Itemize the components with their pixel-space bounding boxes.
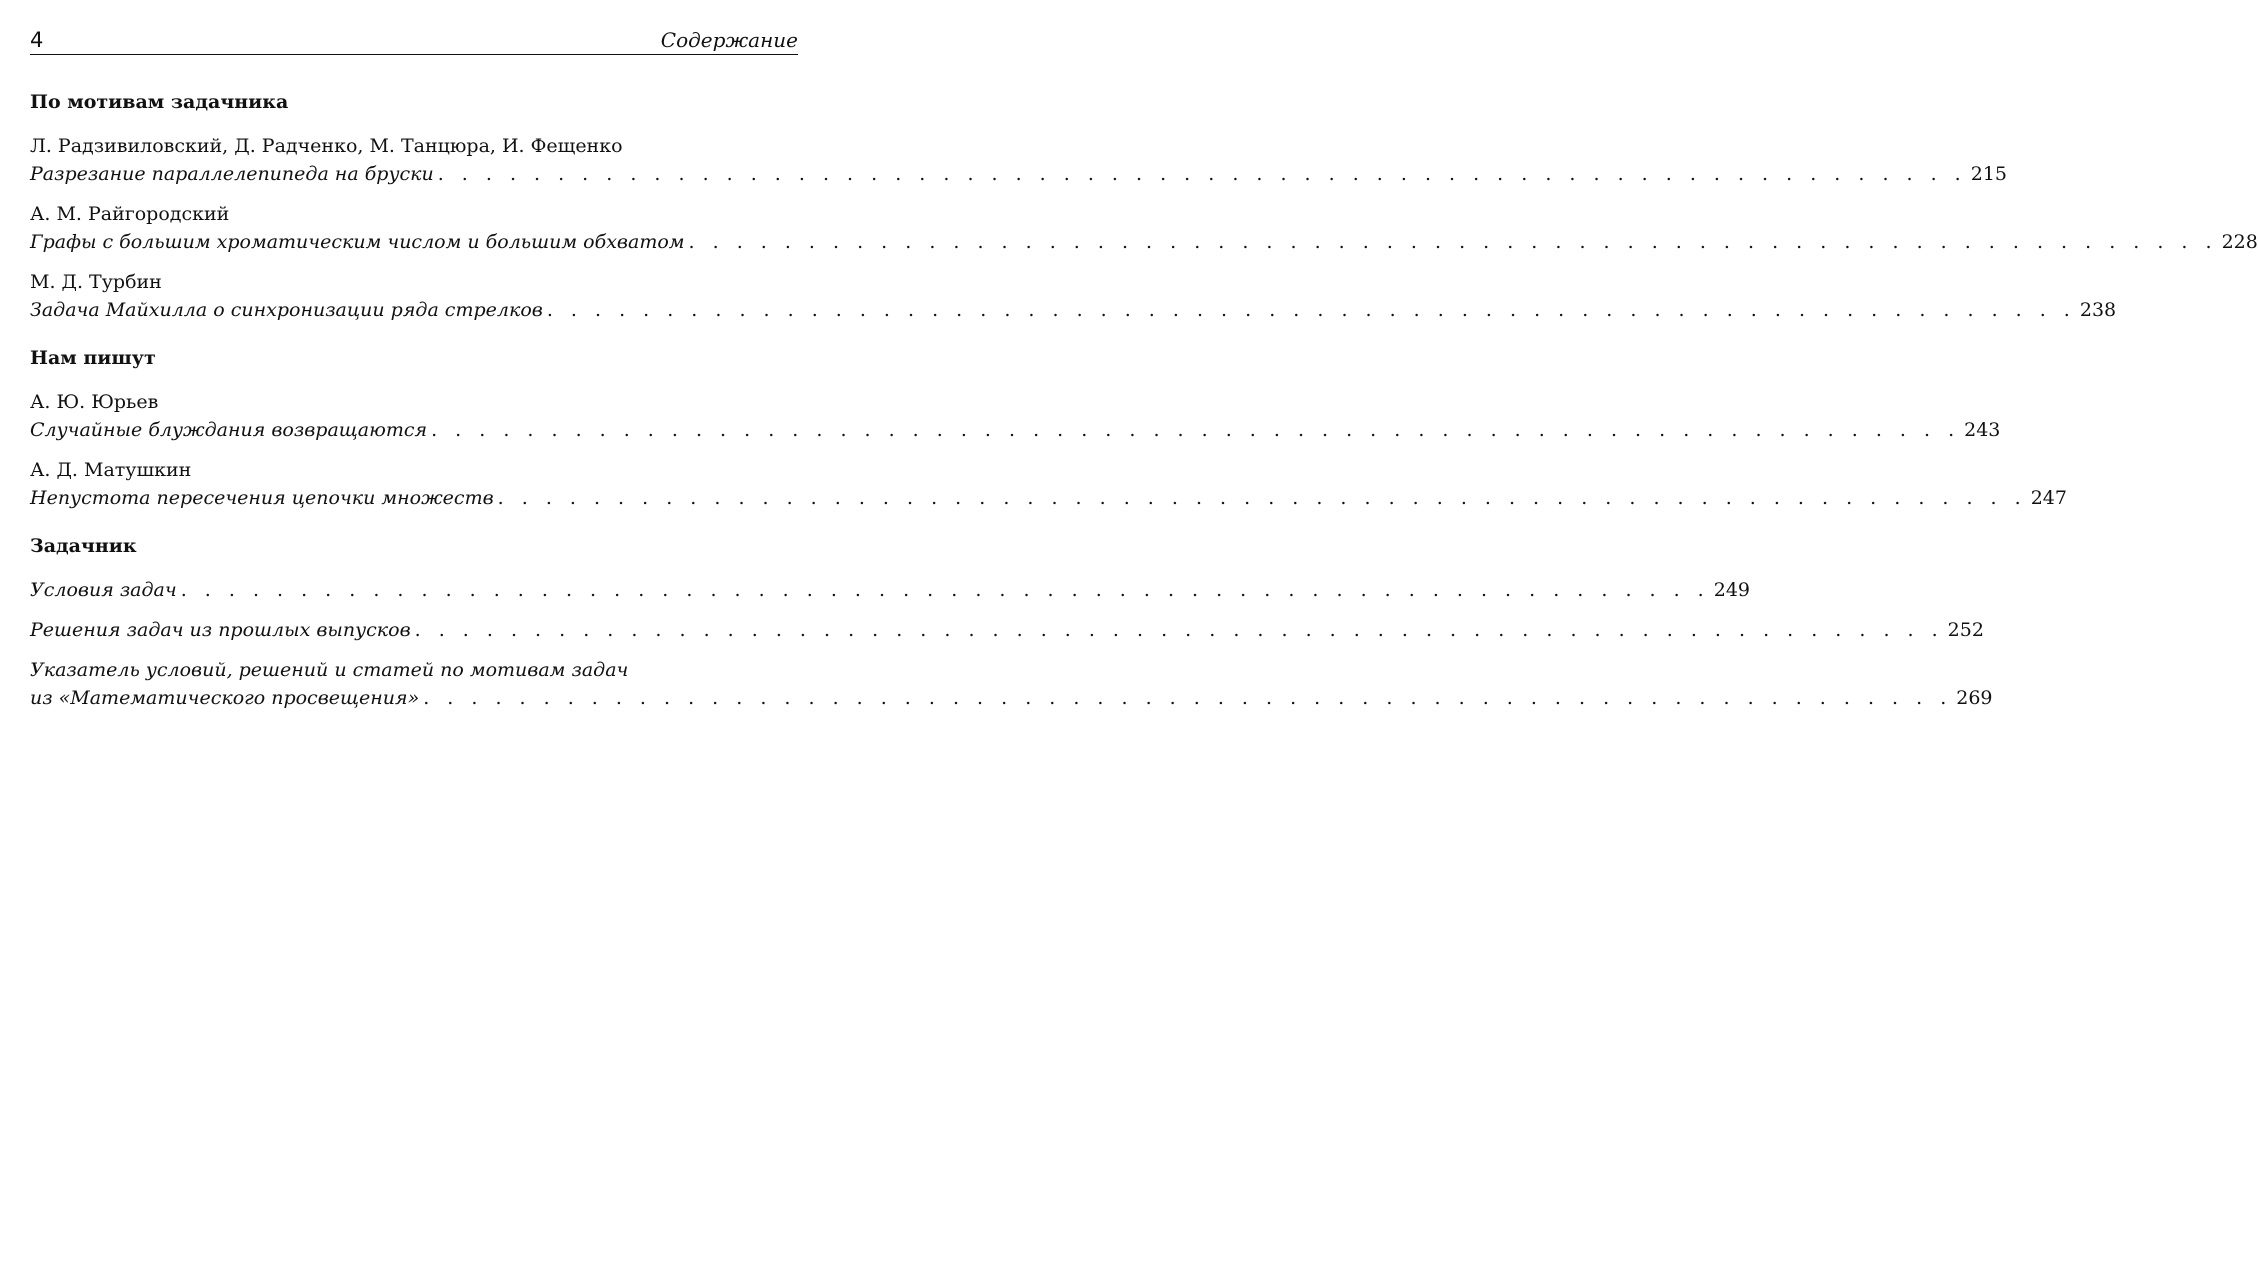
entry-page: 252 (1947, 619, 1984, 641)
entry-page: 249 (1713, 579, 1750, 601)
entry-page: 238 (2079, 299, 2117, 321)
toc-entry[interactable] (30, 656, 1993, 712)
toc-entry[interactable] (30, 576, 1750, 604)
entry-page: 215 (1970, 163, 2007, 185)
entry-title: Задача Майхилла о синхронизации ряда стрелков (30, 299, 543, 321)
section-title: По мотивам задачника (30, 91, 289, 113)
section-title: Задачник (30, 535, 137, 557)
entry-author: А. Д. Матушкин (30, 459, 192, 481)
leader-dots: . . . . . . . . . . . . . . . . . . . . . . . . . . . . . . . . . . . . . . . . . . . . . . . . . . . . . . . . . . . . . . . . (437, 163, 1967, 185)
entry-author: Л. Радзивиловский, Д. Радченко, М. Танцюра, И. Фещенко (30, 135, 623, 157)
toc-entry[interactable] (30, 456, 2067, 512)
entry-author: А. М. Райгородский (30, 203, 230, 225)
toc-entry[interactable] (30, 616, 1984, 644)
leader-dots: . . . . . . . . . . . . . . . . . . . . . . . . . . . . . . . . . . . . . . . . . . . . . . . . . . . . . . . . . . . . . . . . (431, 419, 1961, 441)
leader-dots: . . . . . . . . . . . . . . . . . . . . . . . . . . . . . . . . . . . . . . . . . . . . . . . . . . . . . . . . . . . . . . . . (414, 619, 1944, 641)
toc-section (30, 344, 2067, 512)
leader-dots: . . . . . . . . . . . . . . . . . . . . . . . . . . . . . . . . . . . . . . . . . . . . . . . . . . . . . . . . . . . . . . . . (546, 299, 2076, 321)
entry-title: Решения задач из прошлых выпусков (30, 619, 411, 641)
entry-title: Непустота пересечения цепочки множеств (30, 487, 494, 509)
leader-dots: . . . . . . . . . . . . . . . . . . . . . . . . . . . . . . . . . . . . . . . . . . . . . . . . . . . . . . . . . . . . . . . . (180, 579, 1710, 601)
toc-entry[interactable] (30, 200, 2258, 256)
entry-page: 243 (1964, 419, 2001, 441)
leader-dots: . . . . . . . . . . . . . . . . . . . . . . . . . . . . . . . . . . . . . . . . . . . . . . . . . . . . . . . . . . . . . . . . (688, 231, 2218, 253)
table-of-contents (30, 88, 2258, 724)
entry-title: Графы с большим хроматическим числом и большим обхватом (30, 231, 685, 253)
entry-page: 247 (2030, 487, 2067, 509)
running-header (30, 28, 798, 55)
entry-title: из «Математического просвещения» (30, 687, 420, 709)
toc-section (30, 88, 2258, 324)
leader-dots: . . . . . . . . . . . . . . . . . . . . . . . . . . . . . . . . . . . . . . . . . . . . . . . . . . . . . . . . . . . . . . . . (423, 687, 1953, 709)
entry-title-line1: Указатель условий, решений и статей по мотивам задач (30, 659, 629, 681)
section-title: Нам пишут (30, 347, 156, 369)
entry-author: М. Д. Турбин (30, 271, 162, 293)
entry-title: Случайные блуждания возвращаются (30, 419, 428, 441)
leader-dots: . . . . . . . . . . . . . . . . . . . . . . . . . . . . . . . . . . . . . . . . . . . . . . . . . . . . . . . . . . . . . . . . (497, 487, 2027, 509)
entry-page: 269 (1956, 687, 1993, 709)
entry-page: 228 (2221, 231, 2258, 253)
entry-title: Разрезание параллелепипеда на бруски (30, 163, 434, 185)
toc-entry[interactable] (30, 388, 2001, 444)
toc-entry[interactable] (30, 268, 2117, 324)
toc-section (30, 532, 1993, 712)
entry-author: А. Ю. Юрьев (30, 391, 159, 413)
toc-entry[interactable] (30, 132, 2007, 188)
page-number: 4 (30, 28, 44, 52)
running-head-title: Содержание (660, 28, 798, 52)
entry-title: Условия задач (30, 579, 177, 601)
